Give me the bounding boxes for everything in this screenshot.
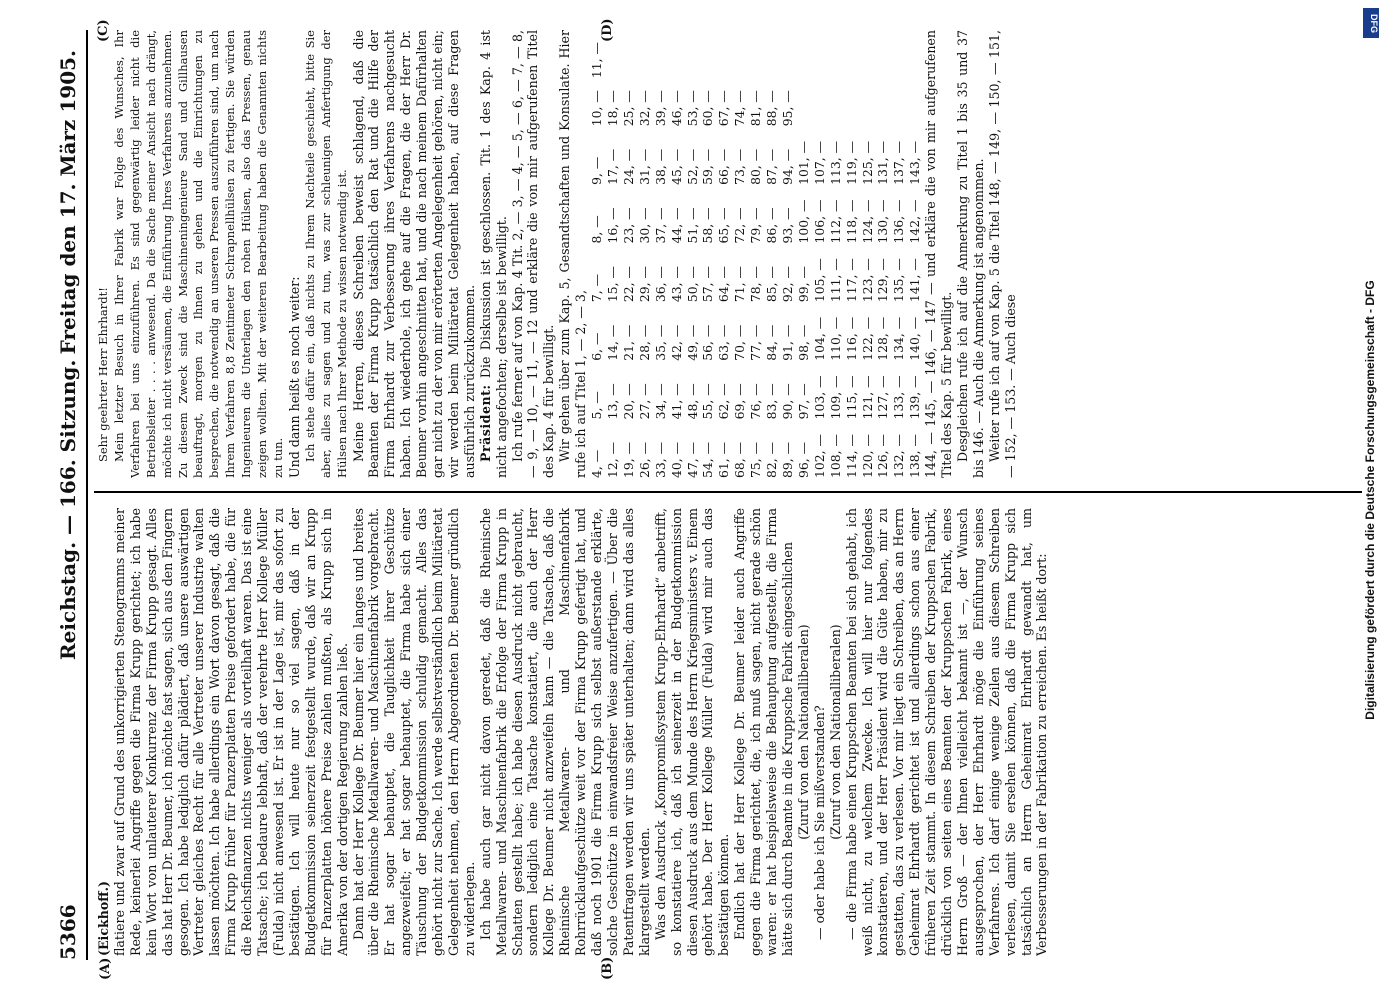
speaker-name: (Eickhoff.) — [96, 881, 111, 956]
title-number: 66, — — [716, 148, 732, 185]
title-number: 112, — — [827, 199, 843, 244]
title-number: 102, — — [811, 434, 827, 478]
title-number: 29, — — [636, 266, 652, 303]
title-number: 6, — — [589, 332, 605, 361]
title-number: 143, — — [907, 140, 923, 185]
title-number: 126, — — [875, 434, 891, 478]
title-number: 85, — — [764, 266, 780, 303]
title-number: 142, — — [907, 199, 923, 244]
title-number: 28, — — [636, 324, 652, 361]
right-column — [96, 30, 1358, 478]
number-row — [780, 30, 796, 478]
title-number: 134, — — [891, 316, 907, 361]
dfg-logo: DFG — [1363, 8, 1379, 38]
title-number: 53, — — [684, 90, 700, 127]
title-number: 73, — — [732, 148, 748, 185]
left-column — [96, 508, 1358, 956]
title-number: 11, — — [589, 42, 605, 79]
title-number: 62, — — [716, 383, 732, 420]
number-row — [796, 30, 812, 478]
title-number: 5, — — [589, 391, 605, 420]
title-number: 19, — — [620, 441, 636, 478]
title-number: 22, — — [620, 266, 636, 303]
title-number: 107, — — [811, 140, 827, 185]
title-number: 127, — — [875, 375, 891, 420]
paragraph: 144, — 145, — 146, — 147 — und erkläre die von mir aufgerufenen Titel des Kap. 5 für bewilligt. — [923, 30, 955, 478]
session-title: Reichstag. — 166. Sitzung. — [56, 359, 80, 660]
paragraph: Desgleichen rufe ich auf die Anmerkung zu Titel 1 bis 35 und 37 bis 146. — Auch die Anmerkung ist angenommen. — [954, 30, 986, 478]
letter-text: Mein letzter Besuch in Ihrer Fabrik war Folge des Wunsches, Ihr Verfahren bei uns einzuführen. Es sind gegenwärtig leider nicht die Betriebsleiter . . . . anwesend. Da die Sache meiner Ansicht nach drängt, möchte ich nicht versäumen, die Einführung Ihres Verfahrens anzunehmen. Zu diesem Zweck sind die Maschineningenieure Sand und Gillhausen beauftragt, morgen zu Ihnen zu gehen und die Einrichtungen zu besprechen, die notwendig an unseren Pressen auszuführen sind, um nach Ihrem Verfahren 8,8 Zentimeter Schrapnellhülsen zu fertigen. Sie würden Ingenieuren die Unterlagen den rohen Hülsen, also das Pressen, genau zeigen wollten. Mit der weiteren Bearbeitung haben die Genannten nichts zu tun. — [111, 30, 285, 478]
title-number: 32, — — [636, 90, 652, 127]
title-number: 89, — — [779, 441, 795, 478]
number-row — [589, 30, 605, 478]
title-number: 120, — — [859, 434, 875, 478]
paragraph: Weiter rufe ich auf von Kap. 5 die Titel 148, — 149, — 150, — 151, — 152, — 153. — Auch diese — [986, 30, 1018, 478]
title-number: 114, — — [843, 434, 859, 478]
title-number: 30, — — [636, 207, 652, 244]
title-number: 115, — — [843, 375, 859, 420]
title-number: 106, — — [811, 199, 827, 244]
president-statement: Präsident: Die Diskussion ist geschlossen. Tit. 1 des Kap. 4 ist nicht angefochten; derselbe ist bewilligt. — [477, 30, 509, 478]
title-number: 9, — — [589, 156, 605, 185]
title-number: 59, — — [700, 148, 716, 185]
title-number: 109, — — [827, 375, 843, 420]
number-row — [653, 30, 669, 478]
title-number: 133, — — [891, 375, 907, 420]
title-number: 61, — — [716, 441, 732, 478]
title-number: 40, — — [668, 441, 684, 478]
title-number: 49, — — [684, 324, 700, 361]
title-number: 110, — — [827, 316, 843, 361]
title-number: 119, — — [843, 140, 859, 185]
title-number: 41, — — [668, 383, 684, 420]
interjection: (Zuruf von den Nationalliberalen) — [795, 624, 811, 840]
title-number: 84, — — [764, 324, 780, 361]
title-number: 103, — — [811, 375, 827, 420]
title-number: 50, — — [684, 266, 700, 303]
title-number: 76, — — [748, 383, 764, 420]
title-number: 80, — — [748, 148, 764, 185]
title-number: 139, — — [907, 375, 923, 420]
number-row — [621, 30, 637, 478]
title-number: 48, — — [684, 383, 700, 420]
title-number: 108, — — [827, 434, 843, 478]
title-number: 70, — — [732, 324, 748, 361]
title-number: 71, — — [732, 266, 748, 303]
margin-mark-a: (A) — [98, 957, 113, 980]
title-number: 54, — — [700, 441, 716, 478]
credit-text: Digitalisierung gefördert durch die Deutsche Forschungsgemeinschaft - DFG — [1363, 280, 1377, 720]
title-number: 17, — — [605, 148, 620, 185]
margin-mark-d: (D) — [600, 18, 615, 42]
title-number: 68, — — [732, 441, 748, 478]
title-number: 123, — — [859, 258, 875, 303]
title-number: 94, — — [779, 148, 795, 185]
paragraph: — die Firma habe einen Kruppschen Beamten bei sich gehabt, ich weiß nicht, zu welchem Zwecke. Ich will hier nur folgendes konstatieren, und der Herr Präsident wird die Güte haben, mir zu gestatten, das zu verlesen. Vor mir liegt ein Schreiben, das an Herrn Geheimrat Ehrhardt gerichtet ist und allerdings schon aus einer früheren Zeit stammt. In diesem Schreiben der Kruppschen Fabrik, drücklich von seiten eines Beamten der Kruppschen Fabrik, eines Herrn Groß — der Ihnen vielleicht bekannt ist —, der Wunsch ausgesprochen, der Herr Ehrhardt möge die Einführung seines Verfahrens. Ich darf einige wenige Zeilen aus diesem Schreiben verlesen, damit Sie ersehen können, daß die Firma Krupp sich tatsächlich an Herrn Geheimrat Ehrhardt gewandt hat, um Verbesserungen in der Fabrikation zu erreichen. Es heißt dort: — [843, 508, 1050, 956]
title-number: 100, — — [795, 199, 811, 244]
title-number: 44, — — [668, 207, 684, 244]
title-number: 55, — — [700, 383, 716, 420]
title-number: 136, — — [891, 199, 907, 244]
title-number: 35, — — [652, 324, 668, 361]
title-number: 67, — — [716, 90, 732, 127]
page-header — [52, 30, 88, 960]
title-number: 24, — — [620, 148, 636, 185]
title-number: 81, — — [748, 90, 764, 127]
title-number: 16, — — [605, 207, 620, 244]
title-number: 113, — — [827, 140, 843, 185]
title-number: 43, — — [668, 266, 684, 303]
title-number: 93, — — [779, 207, 795, 244]
number-row — [669, 30, 685, 478]
title-number: 83, — — [764, 383, 780, 420]
title-number: 121, — — [859, 375, 875, 420]
paragraph: flatiere und zwar auf Grund des unkorrigierten Stenogramms meiner Rede, keinerlei Angriffe gegen die Firma Krupp gerichtet; ich habe kein Wort von unlauterer Konkurrenz der Firma Krupp gesagt. Alles das hat Herr Dr. Beumer, ich möchte fast sagen, sich aus den Fingern gesogen. Ich habe lediglich dafür plädiert, daß unsere auswärtigen Vertreter gleiches Recht für alle Vertreter unserer Industrie walten lassen möchten. Ich habe allerdings ein Wort davon gesagt, daß die Firma Krupp früher für Panzerplatten Preise gefordert habe, die für die Reichsfinanzen nichts weniger als vorteilhaft waren. Das ist eine Tatsache; ich bedaure lebhaft, daß der verehrte Herr Kollege Müller (Fulda) nicht anwesend ist. Er ist in der Lage ist, mir das sofort zu bestätigen. Ich will heute nur so viel sagen, daß in der Budgetkommission seinerzeit festgestellt wurde, daß wir an Krupp für Panzerplatten höhere Preise zahlen mußten, als Krupp sich in Amerika von der dortigen Regierung zahlen ließ. — [111, 508, 350, 956]
title-number-grid — [589, 30, 923, 478]
title-number: 138, — — [907, 434, 923, 478]
title-number: 118, — — [843, 199, 859, 244]
paragraph: Ich habe auch gar nicht davon geredet, daß die Rheinische Metallwaren- und Maschinenfabrik die Erfolge der Firma Krupp in Schatten gestellt habe; ich habe diesen Ausdruck nicht gebraucht, sondern lediglich eine Tatsache konstatiert, die auch der Herr Kollege Dr. Beumer nicht anzweifeln kann — die Tatsache, daß die Rheinische Metallwaren- und Maschinenfabrik Rohrrücklaufgeschütze weit vor der Firma Krupp gefertigt hat, und daß noch 1901 die Firma Krupp sich selbst außerstande erklärte, solche Geschütze in einwandsfreier Weise anzufertigen. — Über die Patentfragen werden wir uns später unterhalten; dann wird das alles klargestellt werden. — [477, 508, 652, 956]
president-label: Präsident: — [477, 384, 493, 462]
paragraph: Meine Herren, dieses Schreiben beweist schlagend, daß die Beamten der Firma Krupp tatsächlich den Rat und die Hilfe der Firma Ehrhardt zur Verbesserung ihres Verfahrens nachgesucht haben. Ich wiederhole, ich gehe auf die Fragen, die der Herr Dr. Beumer vorhin angeschnitten hat, und die nach meinem Dafürhalten gar nicht zu der von mir erörterten Angelegenheit gehören, nicht ein; wir werden beim Militäretat Gelegenheit haben, auf diese Fragen ausführlich zurückzukommen. — [350, 30, 477, 478]
title-number: 36, — — [652, 266, 668, 303]
title-number: 69, — — [732, 383, 748, 420]
title-number: 26, — — [636, 441, 652, 478]
title-number: 111, — — [827, 258, 843, 303]
title-number: 45, — — [668, 148, 684, 185]
title-number: 128, — — [875, 316, 891, 361]
title-number: 33, — — [652, 441, 668, 478]
title-number: 27, — — [636, 383, 652, 420]
number-row — [748, 30, 764, 478]
title-number: 91, — — [779, 324, 795, 361]
paragraph: Dann hat der Herr Kollege Dr. Beumer hier ein langes und breites über die Rheinische Metallwaren- und Maschinenfabrik vorgebracht. Er hat sogar behauptet, die Tauglichkeit ihrer Geschütze angezweifelt; er hat sogar behauptet, die Firma habe sich einer Täuschung der Budgetkommission schuldig gemacht. Alles das gehört nicht zur Sache. Ich werde selbstverständlich beim Militäretat Gelegenheit nehmen, den Herrn Abgeordneten Dr. Beumer gründlich zu widerlegen. — [350, 508, 477, 956]
title-number: 47, — — [684, 441, 700, 478]
title-number: 37, — — [652, 207, 668, 244]
title-number: 63, — — [716, 324, 732, 361]
number-row — [891, 30, 907, 478]
title-number: 95, — — [779, 90, 795, 127]
title-number: 131, — — [875, 140, 891, 185]
title-number: 122, — — [859, 316, 875, 361]
letter-text: Ich stehe dafür ein, daß nichts zu Ihrem Nachteile geschieht, bitte Sie aber, alles zu sagen und zu tun, was zur schleunigen Anfertigung der Hülsen nach Ihrer Methode zu wissen notwendig ist. — [302, 30, 349, 478]
number-row — [700, 30, 716, 478]
title-number: 13, — — [605, 383, 620, 420]
title-number: 74, — — [732, 90, 748, 127]
title-number: 90, — — [779, 383, 795, 420]
paragraph: Wir gehen über zum Kap. 5, Gesandtschaften und Konsulate. Hier rufe ich auf Titel 1, — 2, — 3, — [557, 30, 589, 478]
title-number: 82, — — [764, 441, 780, 478]
title-number: 116, — — [843, 316, 859, 361]
title-number: 130, — — [875, 199, 891, 244]
title-number: 92, — — [779, 266, 795, 303]
title-number: 99, — — [795, 266, 811, 303]
title-number: 38, — — [652, 148, 668, 185]
title-number: 46, — — [668, 90, 684, 127]
title-number: 79, — — [748, 207, 764, 244]
title-number: 60, — — [700, 90, 716, 127]
title-number: 105, — — [811, 258, 827, 303]
title-number: 140, — — [907, 316, 923, 361]
paragraph: Und dann heißt es noch weiter: — [286, 276, 302, 478]
title-number: 124, — — [859, 199, 875, 244]
title-number: 39, — — [652, 90, 668, 127]
title-number: 42, — — [668, 324, 684, 361]
margin-mark-c: (C) — [96, 19, 111, 42]
number-row — [844, 30, 860, 478]
letter-salutation: Sehr geehrter Herr Ehrhardt! — [96, 287, 110, 462]
title-number: 77, — — [748, 324, 764, 361]
paragraph: Ich rufe ferner auf von Kap. 4 Tit. 2, — 3, — 4, — 5, — 6, — 7, — 8, — 9, — 10, — 11, — 12 und erkläre die von mir aufgerufenen Titel des Kap. 4 für bewilligt. — [509, 30, 557, 478]
interjection: (Zuruf von den Nationalliberalen) — [827, 624, 843, 840]
title-number: 58, — — [700, 207, 716, 244]
title-number: 34, — — [652, 383, 668, 420]
number-row — [685, 30, 701, 478]
title-number: 10, — — [589, 90, 605, 127]
title-number: 75, — — [748, 441, 764, 478]
title-number: 15, — — [605, 266, 620, 303]
title-number: 101, — — [795, 140, 811, 185]
number-row — [875, 30, 891, 478]
title-number: 135, — — [891, 258, 907, 303]
title-number: 31, — — [636, 148, 652, 185]
digitization-credit — [1357, 0, 1383, 1000]
title-number: 21, — — [620, 324, 636, 361]
column-divider — [94, 491, 1362, 493]
title-number: 56, — — [700, 324, 716, 361]
number-row — [732, 30, 748, 478]
title-number: 86, — — [764, 207, 780, 244]
session-date: Freitag den 17. März 1905. — [56, 50, 80, 355]
title-number: 141, — — [907, 258, 923, 303]
title-number: 57, — — [700, 266, 716, 303]
paragraph: — oder habe ich Sie mißverstanden? — [811, 705, 827, 940]
title-number: 64, — — [716, 266, 732, 303]
paragraph: Endlich hat der Herr Kollege Dr. Beumer leider auch Angriffe gegen die Firma gerichtet, die, ich muß sagen, nicht gerade schön waren: er hat beispielsweise die Behauptung aufgestellt, die Firma hätte sich durch Beamte in die Kruppsche Fabrik eingeschlichen — [732, 508, 795, 956]
title-number: 4, — — [589, 449, 605, 478]
number-row — [907, 30, 923, 478]
title-number: 65, — — [716, 207, 732, 244]
title-number: 137, — — [891, 140, 907, 185]
title-number: 125, — — [859, 140, 875, 185]
title-number: 97, — — [795, 383, 811, 420]
title-number: 78, — — [748, 266, 764, 303]
title-number: 18, — — [605, 90, 620, 127]
title-number: 96, — — [795, 441, 811, 478]
number-row — [716, 30, 732, 478]
title-number: 52, — — [684, 148, 700, 185]
title-number: 8, — — [589, 215, 605, 244]
title-number: 20, — — [620, 383, 636, 420]
title-number: 87, — — [764, 148, 780, 185]
title-number: 14, — — [605, 324, 620, 361]
number-row — [828, 30, 844, 478]
margin-mark-b: (B) — [600, 956, 615, 980]
title-number: 132, — — [891, 434, 907, 478]
title-number: 129, — — [875, 258, 891, 303]
page-number: 5366 — [56, 904, 80, 960]
title-number: 51, — — [684, 207, 700, 244]
number-row — [764, 30, 780, 478]
title-number: 7, — — [589, 273, 605, 303]
paragraph: Was den Ausdruck „Kompromißsystem Krupp-Ehrhardt“ anbetrifft, so konstatiere ich, daß ich seinerzeit in der Budgetkommission diesen Ausdruck aus dem Munde des Herrn Kriegsministers v. Einem gehört habe. Der Herr Kollege Müller (Fulda) wird mir auch das bestätigen können. — [652, 508, 732, 956]
number-row — [812, 30, 828, 478]
number-row — [860, 30, 876, 478]
title-number: 12, — — [605, 441, 620, 478]
title-number: 23, — — [620, 207, 636, 244]
title-number: 25, — — [620, 90, 636, 127]
title-number: 98, — — [795, 324, 811, 361]
title-number: 104, — — [811, 316, 827, 361]
title-number: 72, — — [732, 207, 748, 244]
number-row — [605, 30, 621, 478]
title-number: 117, — — [843, 258, 859, 303]
number-row — [637, 30, 653, 478]
title-number: 88, — — [764, 90, 780, 127]
